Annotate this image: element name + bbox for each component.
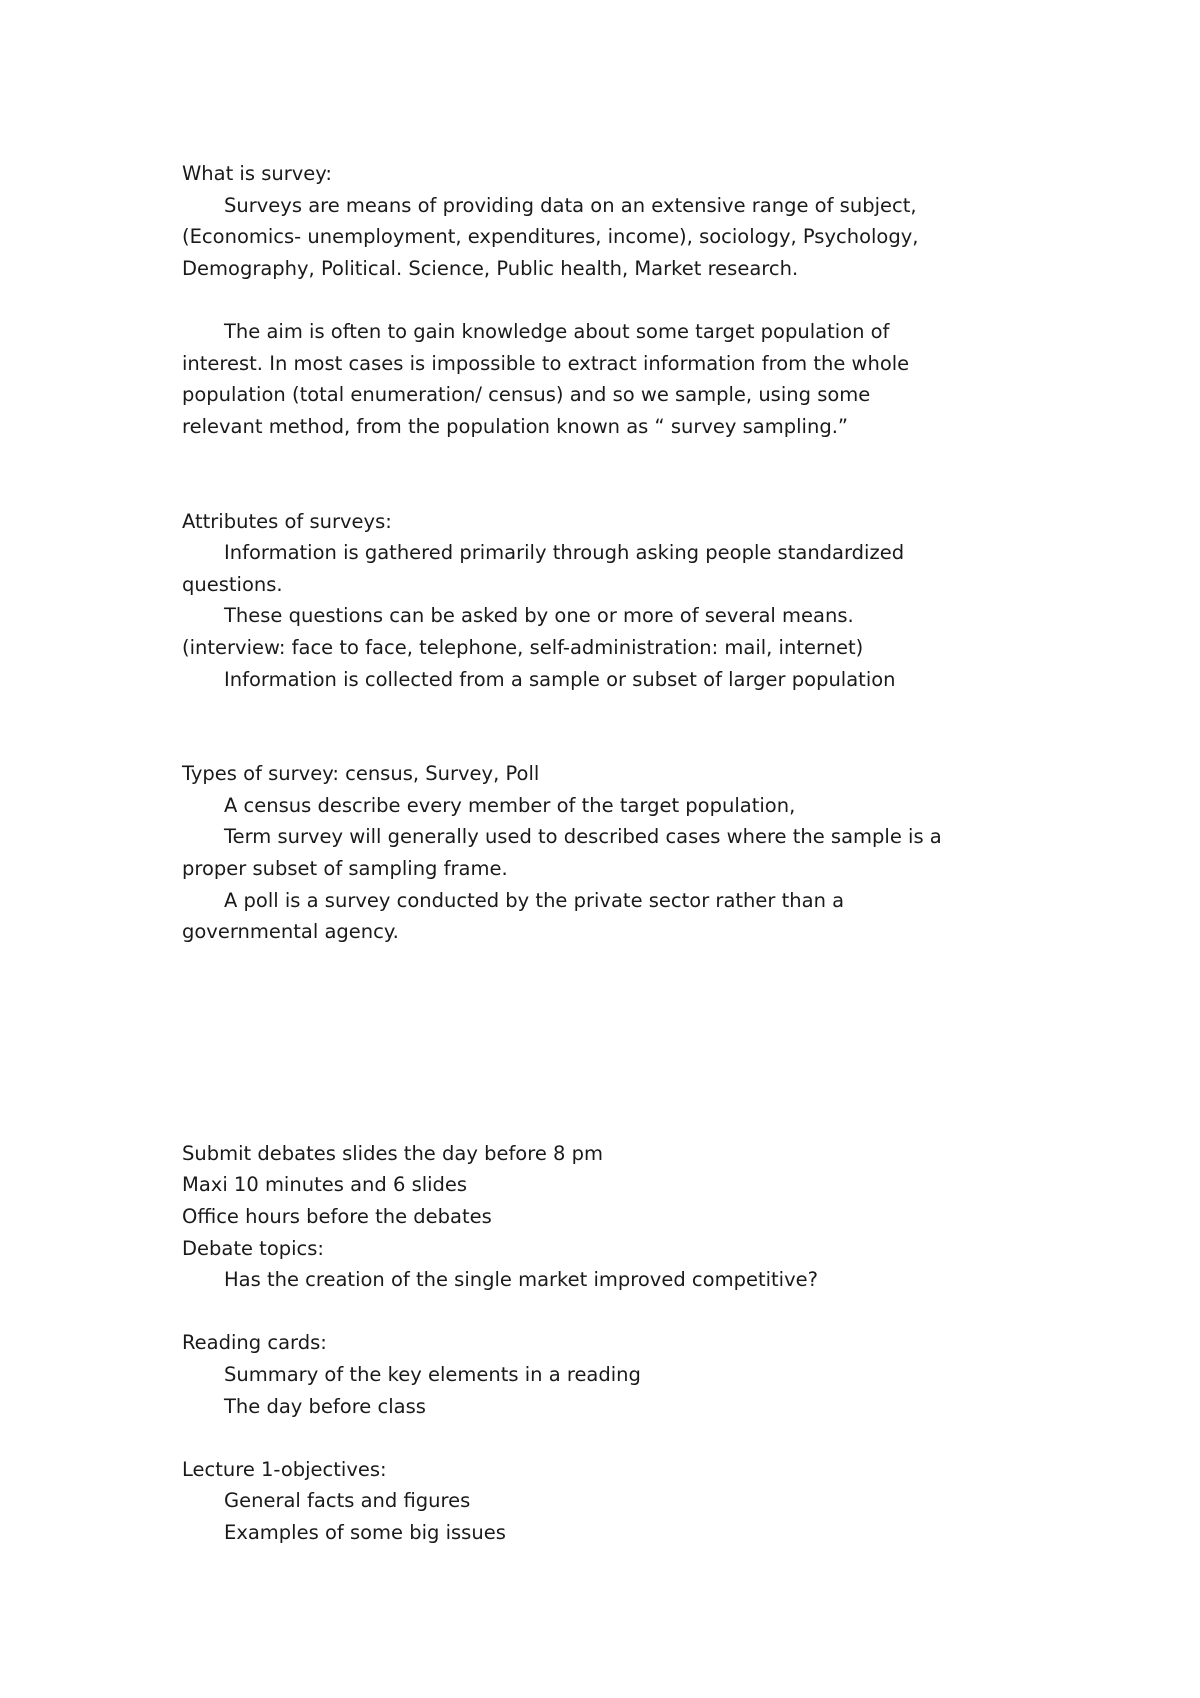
heading-types-of-survey: Types of survey: census, Survey, Poll	[182, 762, 540, 786]
document-body	[182, 158, 1052, 1549]
text-line: interest. In most cases is impossible to extract information from the whole	[182, 351, 910, 375]
heading-attributes-of-surveys: Attributes of surveys:	[182, 509, 392, 533]
text-line: A census describe every member of the target population,	[224, 793, 796, 817]
text-line: proper subset of sampling frame.	[182, 857, 508, 881]
text-line: Submit debates slides the day before 8 pm	[182, 1141, 604, 1165]
text-line: Information is collected from a sample or subset of larger population	[224, 667, 896, 691]
text-line: relevant method, from the population known as “ survey sampling.”	[182, 414, 848, 438]
text-line: Information is gathered primarily through asking people standardized	[224, 541, 905, 565]
text-line: (interview: face to face, telephone, self-administration: mail, internet)	[182, 635, 864, 659]
text-line: A poll is a survey conducted by the private sector rather than a	[224, 888, 845, 912]
text-line: Maxi 10 minutes and 6 slides	[182, 1173, 468, 1197]
heading-what-is-survey: What is survey:	[182, 162, 332, 185]
text-line: (Economics- unemployment, expenditures, income), sociology, Psychology,	[182, 225, 919, 249]
text-line: Surveys are means of providing data on an extensive range of subject,	[224, 193, 917, 217]
text-line: population (total enumeration/ census) and so we sample, using some	[182, 383, 871, 407]
heading-debate-topics: Debate topics:	[182, 1236, 325, 1260]
text-line: governmental agency.	[182, 920, 399, 944]
spacer	[182, 284, 1052, 316]
heading-reading-cards: Reading cards:	[182, 1331, 327, 1355]
heading-lecture-objectives: Lecture 1-objectives:	[182, 1457, 387, 1481]
text-line: Demography, Political. Science, Public health, Market research.	[182, 256, 799, 280]
text-line: Summary of the key elements in a reading	[224, 1363, 641, 1386]
text-line: questions.	[182, 572, 283, 596]
spacer	[182, 695, 1052, 758]
spacer	[182, 1296, 1052, 1328]
text-line: The aim is often to gain knowledge about some target population of	[224, 319, 890, 343]
text-line: Term survey will generally used to described cases where the sample is a	[224, 825, 942, 849]
spacer	[182, 948, 1052, 1138]
text-line: Office hours before the debates	[182, 1205, 492, 1229]
spacer	[182, 1422, 1052, 1454]
text-line: General facts and figures	[224, 1489, 471, 1513]
text-line: These questions can be asked by one or more of several means.	[224, 604, 854, 628]
text-line: Examples of some big issues	[224, 1520, 506, 1544]
spacer	[182, 442, 1052, 505]
text-line: Has the creation of the single market improved competitive?	[224, 1268, 818, 1292]
text-line: The day before class	[224, 1394, 426, 1418]
